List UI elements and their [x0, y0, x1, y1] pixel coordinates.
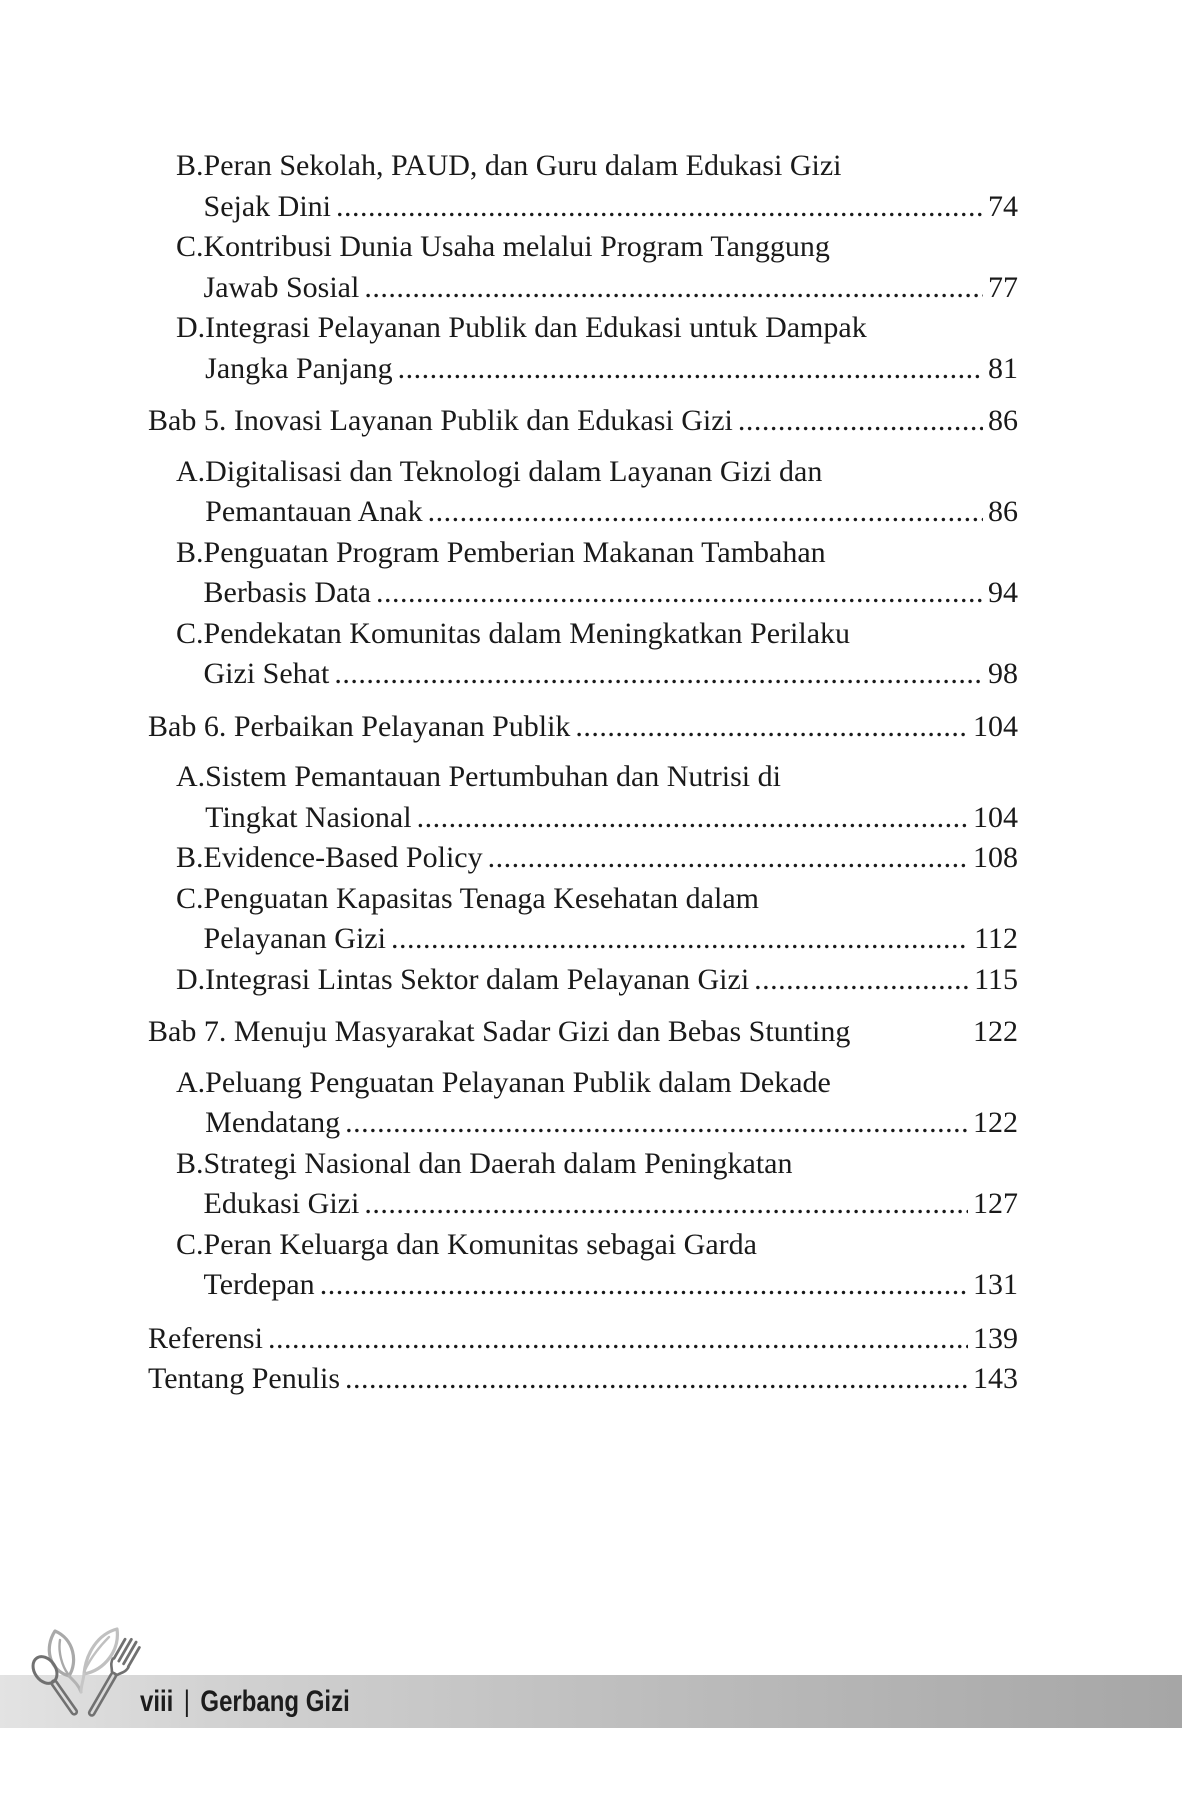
dot-leader	[345, 1359, 968, 1400]
dot-leader	[334, 654, 983, 695]
toc-entry-title: Bab 6. Perbaikan Pelayanan Publik	[148, 709, 571, 743]
toc-entry-line: Pendekatan Komunitas dalam Meningkatkan Perilaku	[203, 616, 851, 650]
toc-entry-lastline	[204, 654, 1018, 695]
toc-entry-lastline	[204, 187, 1018, 228]
toc-entry-title: Bab 7. Menuju Masyarakat Sadar Gizi dan Bebas Stunting	[148, 1015, 851, 1048]
toc-entry-body	[204, 838, 1018, 879]
dot-leader	[398, 349, 983, 390]
toc-entry-letter: D.	[176, 962, 206, 996]
toc-entry-lastline	[148, 707, 1018, 748]
toc-entry-body	[205, 960, 1018, 1001]
footer-book-title: Gerbang Gizi	[200, 1684, 350, 1718]
toc-page-number: 108	[973, 841, 1018, 874]
toc-entry-letter: A.	[176, 1065, 206, 1099]
toc-page-number: 104	[973, 709, 1018, 743]
toc-entry-line: Sistem Pemantauan Pertumbuhan dan Nutrisi di	[205, 760, 781, 793]
toc-entry-line: Strategi Nasional dan Daerah dalam Peningkatan	[203, 1146, 793, 1180]
toc-page-number: 86	[988, 495, 1018, 528]
dot-leader	[754, 960, 969, 1001]
toc-entry-lastline	[204, 1265, 1018, 1306]
toc-entry-title: Bab 5. Inovasi Layanan Publik dan Edukasi Gizi	[148, 404, 733, 437]
toc-item-entry	[148, 879, 1018, 960]
toc-entry-body	[204, 1225, 1018, 1306]
toc-entry-line: Digitalisasi dan Teknologi dalam Layanan Gizi dan	[205, 454, 823, 488]
toc-page-number: 81	[988, 351, 1018, 385]
toc-entry-body	[204, 533, 1018, 614]
toc-entry-body	[205, 452, 1018, 533]
toc-entry-title: Edukasi Gizi	[203, 1187, 360, 1220]
dot-leader	[488, 838, 968, 879]
toc-entry-body	[204, 879, 1018, 960]
toc-page-number: 86	[988, 404, 1018, 437]
toc-entry-line: Penguatan Kapasitas Tenaga Kesehatan dalam	[203, 881, 759, 915]
toc-page-number: 143	[973, 1362, 1018, 1395]
dot-leader	[364, 1184, 968, 1225]
toc-entry-body	[204, 1144, 1018, 1225]
toc-item-entry	[148, 146, 1018, 227]
toc-entry-lastline	[148, 401, 1018, 442]
toc-entry-title: Terdepan	[203, 1268, 315, 1301]
toc-page-number: 98	[988, 657, 1018, 690]
toc-entry-line: Peran Keluarga dan Komunitas sebagai Garda	[203, 1227, 757, 1261]
toc-entry-body	[204, 227, 1018, 308]
toc-entry-line: Kontribusi Dunia Usaha melalui Program Tanggung	[203, 230, 830, 263]
toc-entry-body	[148, 1012, 1018, 1053]
footer-separator: |	[183, 1684, 190, 1718]
footer-running-title	[140, 1675, 350, 1728]
toc-item-entry	[148, 227, 1018, 308]
toc-entry-letter: B.	[176, 841, 204, 874]
toc-entry-title: Jangka Panjang	[205, 351, 393, 385]
toc-entry-body	[205, 1063, 1018, 1144]
toc-entry-body	[204, 614, 1018, 695]
toc-list	[148, 146, 1018, 1400]
dot-leader	[364, 268, 983, 309]
toc-entry-title: Referensi	[148, 1321, 263, 1355]
toc-entry-letter: C.	[176, 1227, 204, 1261]
toc-page-number: 112	[974, 922, 1018, 955]
toc-entry-letter: C.	[176, 616, 204, 650]
dot-leader	[268, 1319, 968, 1360]
toc-page-number: 122	[973, 1015, 1018, 1048]
toc-entry-lastline	[205, 349, 1018, 390]
toc-entry-body	[205, 308, 1018, 389]
toc-page-number: 104	[973, 800, 1018, 834]
toc-page-number: 139	[973, 1321, 1018, 1355]
toc-entry-letter: C.	[176, 230, 204, 263]
toc-entry-letter: B.	[176, 1146, 204, 1180]
toc-entry-line: Peluang Penguatan Pelayanan Publik dalam Dekade	[205, 1065, 831, 1099]
toc-entry-letter: A.	[176, 454, 206, 488]
toc-entry-title: Sejak Dini	[203, 189, 332, 223]
toc-item-entry	[148, 533, 1018, 614]
toc-chapter-entry	[148, 707, 1018, 748]
toc-entry-lastline	[204, 838, 1018, 879]
toc-item-entry	[148, 452, 1018, 533]
spoon-icon	[28, 1652, 84, 1720]
toc-item-entry	[148, 1225, 1018, 1306]
spoon-leaves-fork-logo-icon	[24, 1622, 142, 1726]
toc-entry-lastline	[205, 960, 1018, 1001]
toc-entry-title: Pelayanan Gizi	[203, 922, 386, 955]
toc-item-entry	[148, 1144, 1018, 1225]
toc-entry-lastline	[204, 573, 1018, 614]
toc-entry-letter: B.	[176, 149, 204, 182]
toc-chapter-entry	[148, 401, 1018, 442]
toc-entry-line: Integrasi Pelayanan Publik dan Edukasi untuk Dampak	[205, 311, 867, 344]
toc-backmatter-entry	[148, 1359, 1018, 1400]
footer-page-number: viii	[140, 1684, 174, 1718]
toc-entry-body	[148, 1319, 1018, 1360]
toc-entry-lastline	[148, 1359, 1018, 1400]
toc-entry-line: Peran Sekolah, PAUD, dan Guru dalam Edukasi Gizi	[203, 149, 842, 182]
toc-entry-letter: B.	[176, 535, 204, 569]
toc-entry-body	[148, 707, 1018, 748]
toc-entry-title: Integrasi Lintas Sektor dalam Pelayanan Gizi	[205, 962, 750, 996]
toc-entry-body	[148, 1359, 1018, 1400]
toc-backmatter-entry	[148, 1319, 1018, 1360]
toc-entry-body	[204, 146, 1018, 227]
toc-item-entry	[148, 1063, 1018, 1144]
toc-entry-title: Tentang Penulis	[148, 1362, 341, 1395]
toc-entry-lastline	[204, 268, 1018, 309]
toc-page-number: 74	[988, 189, 1018, 223]
toc-page-number: 122	[973, 1106, 1018, 1139]
toc-entry-title: Pemantauan Anak	[205, 495, 423, 528]
dot-leader	[417, 798, 968, 839]
toc-item-entry	[148, 838, 1018, 879]
toc-entry-lastline	[204, 919, 1018, 960]
dot-leader	[391, 919, 969, 960]
toc-entry-title: Jawab Sosial	[203, 270, 360, 304]
dot-leader	[738, 401, 983, 442]
toc-entry-lastline	[205, 798, 1018, 839]
toc-entry-lastline	[148, 1012, 1018, 1053]
dot-leader	[376, 573, 983, 614]
toc-entry-lastline	[204, 1184, 1018, 1225]
toc-entry-lastline	[205, 492, 1018, 533]
toc-entry-title: Berbasis Data	[203, 576, 371, 609]
dot-leader	[575, 707, 968, 748]
toc-entry-body	[205, 757, 1018, 838]
toc-entry-lastline	[148, 1319, 1018, 1360]
dot-leader	[428, 492, 983, 533]
toc-entry-lastline	[205, 1103, 1018, 1144]
toc-item-entry	[148, 960, 1018, 1001]
toc-entry-title: Tingkat Nasional	[205, 800, 412, 834]
toc-entry-title: Gizi Sehat	[203, 657, 330, 690]
toc-entry-letter: C.	[176, 881, 204, 915]
toc-page-number: 131	[973, 1268, 1018, 1301]
toc-chapter-entry	[148, 1012, 1018, 1053]
toc-entry-body	[148, 401, 1018, 442]
toc-entry-letter: A.	[176, 760, 206, 793]
toc-page-number: 77	[988, 270, 1018, 304]
dot-leader	[345, 1103, 968, 1144]
toc-item-entry	[148, 308, 1018, 389]
dot-leader	[336, 187, 983, 228]
toc-entry-title: Mendatang	[205, 1106, 341, 1139]
footer-bar	[0, 1675, 1182, 1728]
dot-leader	[320, 1265, 968, 1306]
toc-entry-line: Penguatan Program Pemberian Makanan Tambahan	[203, 535, 826, 569]
toc-page-number: 127	[973, 1187, 1018, 1220]
toc-item-entry	[148, 614, 1018, 695]
toc-entry-title: Evidence-Based Policy	[203, 841, 483, 874]
toc-entry-letter: D.	[176, 311, 206, 344]
toc-item-entry	[148, 757, 1018, 838]
toc-page-number: 94	[988, 576, 1018, 609]
toc-page-number: 115	[974, 962, 1018, 996]
